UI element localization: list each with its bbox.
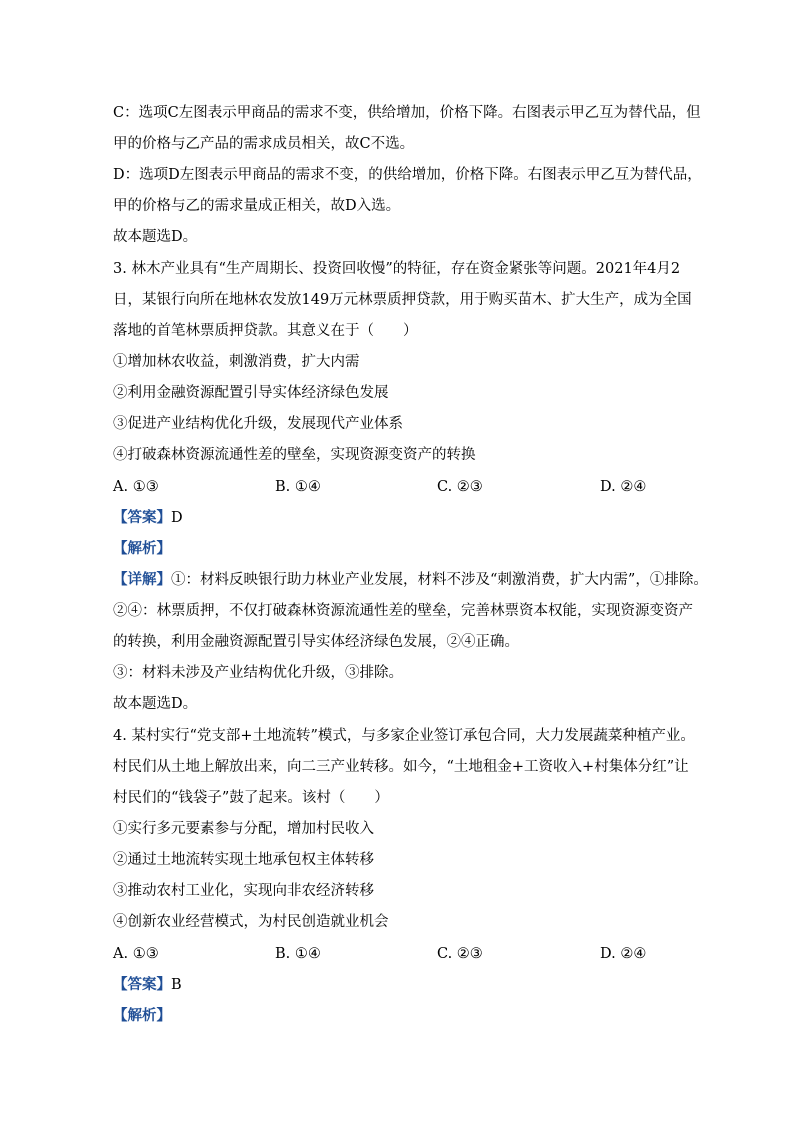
q3-detail-line-3: 的转换，利用金融资源配置引导实体经济绿色发展，②④正确。 <box>113 634 519 650</box>
conclusion-q2: 故本题选D。 <box>113 229 198 245</box>
q3-stem-line-2: 日，某银行向所在地林农发放149万元林票质押贷款，用于购买苗木、扩大生产，成为全国 <box>113 292 692 308</box>
q3-answer <box>113 509 183 527</box>
q3-item-2: ②利用金融资源配置引导实体经济绿色发展 <box>113 385 389 401</box>
q3-item-4: ④打破森林资源流通性差的壁垒，实现资源变资产的转换 <box>113 447 476 463</box>
q3-detail-line-2: ②④：林票质押，不仅打破森林资源流通性差的壁垒，完善林票资本权能，实现资源变资产 <box>113 603 693 619</box>
q4-analysis-heading <box>113 1007 171 1025</box>
q4-option-a: A. ①③ <box>113 946 159 962</box>
detail-text: ①：材料反映银行助力林业产业发展，材料不涉及“刺激消费，扩大内需”，①排除。 <box>171 572 708 588</box>
answer-tag: 【答案】 <box>113 509 171 526</box>
answer-tag: 【答案】 <box>113 976 171 993</box>
q4-item-1: ①实行多元要素参与分配，增加村民收入 <box>113 821 374 837</box>
analysis-tag: 【解析】 <box>113 540 171 557</box>
option-c-analysis-line-2: 甲的价格与乙产品的需求成员相关，故C不选。 <box>113 136 415 152</box>
q3-option-b: B. ①④ <box>275 479 321 495</box>
q3-analysis-heading <box>113 540 171 558</box>
q4-stem-line-3: 村民们的“钱袋子”鼓了起来。该村（ ） <box>113 790 389 806</box>
q4-item-3: ③推动农村工业化，实现向非农经济转移 <box>113 883 374 899</box>
q3-detail-line-4: ③：材料未涉及产业结构优化升级，③排除。 <box>113 665 403 681</box>
q3-option-c: C. ②③ <box>437 479 483 495</box>
q3-item-1: ①增加林农收益，刺激消费，扩大内需 <box>113 354 360 370</box>
option-c-analysis-line-1: C：选项C左图表示甲商品的需求不变，供给增加，价格下降。右图表示甲乙互为替代品，但 <box>113 105 701 121</box>
q3-option-d: D. ②④ <box>600 479 647 495</box>
q4-option-d: D. ②④ <box>600 946 647 962</box>
answer-value: D <box>171 510 183 526</box>
q3-option-a: A. ①③ <box>113 479 159 495</box>
detail-tag: 【详解】 <box>113 571 171 588</box>
q3-item-3: ③促进产业结构优化升级，发展现代产业体系 <box>113 416 403 432</box>
q3-stem-line-1: 3. 林木产业具有“生产周期长、投资回收慢”的特征，存在资金紧张等问题。2021年4月2 <box>113 261 681 277</box>
q4-answer <box>113 976 182 994</box>
answer-value: B <box>171 977 182 993</box>
conclusion-q3: 故本题选D。 <box>113 696 198 712</box>
analysis-tag: 【解析】 <box>113 1007 171 1024</box>
q3-stem-line-3: 落地的首笔林票质押贷款。其意义在于（ ） <box>113 323 418 339</box>
option-d-analysis-line-1: D：选项D左图表示甲商品的需求不变，的供给增加，价格下降。右图表示甲乙互为替代品， <box>113 167 702 183</box>
option-d-analysis-line-2: 甲的价格与乙的需求量成正相关，故D入选。 <box>113 198 401 214</box>
q4-item-2: ②通过土地流转实现土地承包权主体转移 <box>113 852 374 868</box>
q4-stem-line-1: 4. 某村实行“党支部+土地流转”模式，与多家企业签订承包合同，大力发展蔬菜种植产业。 <box>113 728 695 744</box>
q3-detail-line-1 <box>113 571 708 589</box>
q4-option-b: B. ①④ <box>275 946 321 962</box>
q4-stem-line-2: 村民们从土地上解放出来，向二三产业转移。如今，“土地租金+工资收入+村集体分红”让 <box>113 759 689 775</box>
q4-item-4: ④创新农业经营模式，为村民创造就业机会 <box>113 914 389 930</box>
q4-option-c: C. ②③ <box>437 946 483 962</box>
